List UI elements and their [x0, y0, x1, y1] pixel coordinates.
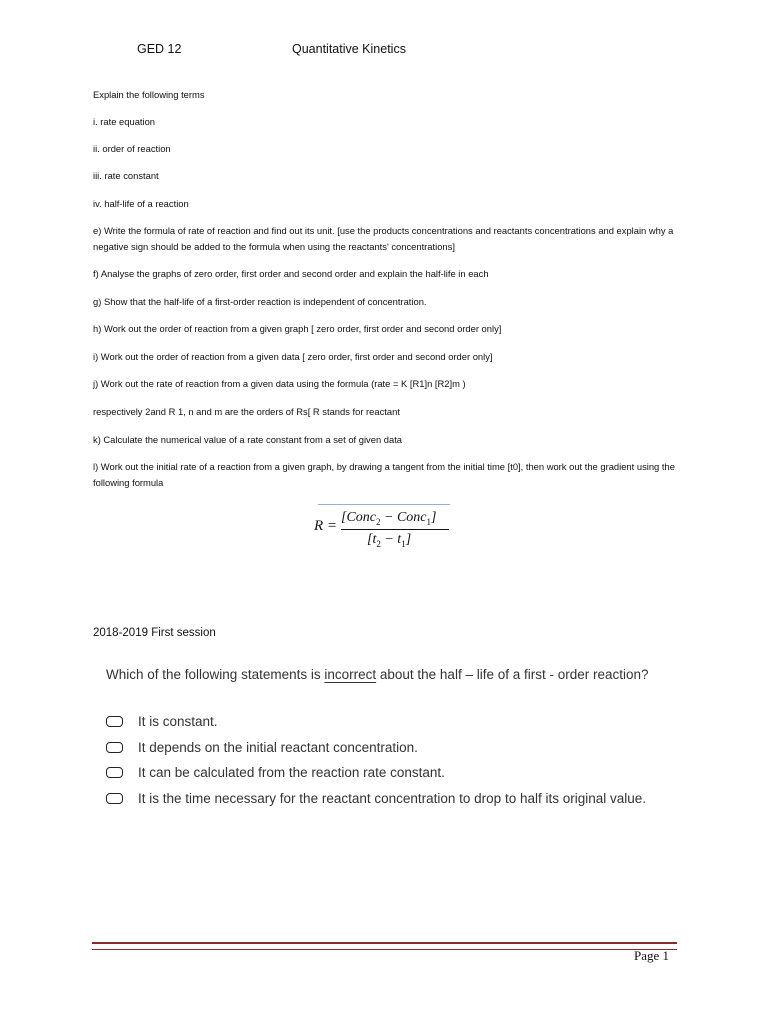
term-rate-equation: i. rate equation: [93, 116, 156, 127]
objective-e: e) Write the formula of rate of reaction and find out its unit. [use the products concentrations and reactants concentrations and explain why a negative sign should be added to the formula when using the reactants' concentrations]: [93, 225, 674, 252]
option-label: It can be calculated from the reaction rate constant.: [138, 765, 445, 780]
session-heading: 2018-2019 First session: [93, 627, 216, 639]
rate-formula: [312, 498, 462, 558]
objective-l: l) Work out the initial rate of a reaction from a given graph, by drawing a tangent from the initial time [t0], then work out the gradient using the following formula: [93, 461, 675, 488]
option-checkbox[interactable]: [106, 742, 123, 753]
question-emphasis: incorrect: [324, 667, 377, 682]
formula-top-rule: [318, 504, 450, 505]
option-label: It is the time necessary for the reactant concentration to drop to half its original value.: [138, 791, 647, 806]
option-label: It depends on the initial reactant concentration.: [138, 740, 418, 755]
term-rate-constant: iii. rate constant: [93, 170, 159, 181]
objective-j-note: respectively 2and R 1, n and m are the orders of Rs[ R stands for reactant: [93, 406, 400, 417]
option-checkbox[interactable]: [106, 716, 123, 727]
course-code: GED 12: [137, 42, 182, 56]
formula-lhs: R =: [314, 518, 338, 534]
page-number: Page 1: [634, 948, 670, 963]
instruction-text: Explain the following terms: [93, 89, 205, 100]
objective-g: g) Show that the half-life of a first-order reaction is independent of concentration.: [93, 296, 427, 307]
objective-f: f) Analyse the graphs of zero order, first order and second order and explain the half-life in each: [93, 268, 489, 279]
formula-denominator: $[t_2 - t_1]$: [367, 532, 412, 549]
question-text: Which of the following statements is incorrect about the half – life of a first - order reaction?: [106, 667, 649, 682]
objective-h: h) Work out the order of reaction from a given graph [ zero order, first order and second order only]: [93, 323, 502, 334]
objective-i: i) Work out the order of reaction from a given data [ zero order, first order and second order only]: [93, 351, 493, 362]
term-order-of-reaction: ii. order of reaction: [93, 143, 171, 154]
option-checkbox[interactable]: [106, 793, 123, 804]
fraction-bar: [341, 529, 449, 530]
objective-j: j) Work out the rate of reaction from a given data using the formula (rate = K [R1]n [R2]m ): [93, 378, 466, 389]
term-half-life: iv. half-life of a reaction: [93, 198, 189, 209]
document-title: Quantitative Kinetics: [292, 42, 406, 56]
option-label: It is constant.: [138, 714, 218, 729]
formula-numerator: [Conc$_2$ − Conc$_1$]: [341, 510, 437, 527]
option-checkbox[interactable]: [106, 767, 123, 778]
footer-rule: [92, 942, 677, 950]
objective-k: k) Calculate the numerical value of a rate constant from a set of given data: [93, 434, 403, 445]
